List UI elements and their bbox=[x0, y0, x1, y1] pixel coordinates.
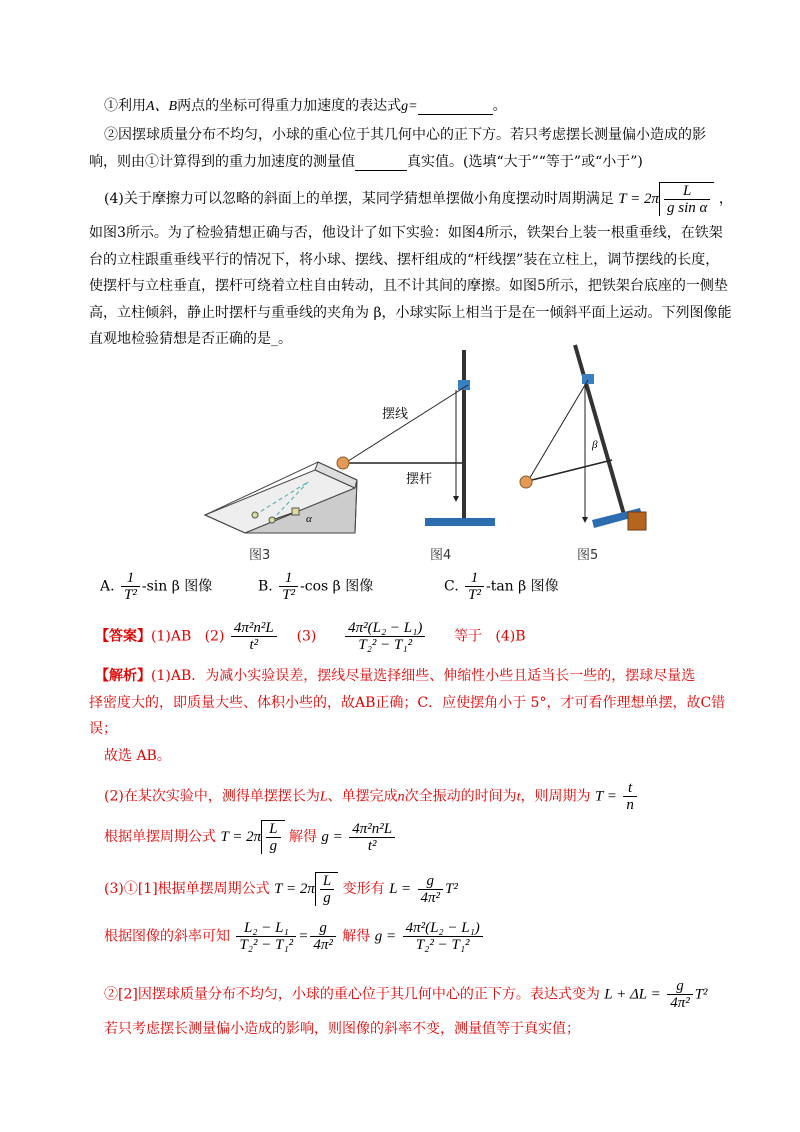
option-a-text: -sin β 图像 bbox=[141, 578, 213, 595]
analysis-l8-num1: L₂ − L₁ bbox=[236, 920, 296, 937]
analysis-l7-sqfrac bbox=[320, 873, 334, 906]
analysis-l7-t: T = 2π bbox=[274, 881, 315, 897]
analysis-l5-mid: 、单摆完成 bbox=[327, 788, 398, 805]
analysis-l8-den2: 4π² bbox=[313, 937, 333, 953]
analysis-l5-l: L bbox=[319, 789, 328, 805]
analysis-l6-sqnum: L bbox=[266, 821, 280, 838]
answer-part2-frac bbox=[231, 620, 277, 653]
analysis-l7-sqnum: L bbox=[320, 873, 334, 890]
figure5-stand bbox=[520, 345, 646, 530]
analysis-l9-expr: L + ΔL = bbox=[604, 986, 661, 1003]
q4-line4: 使摆杆与立柱垂直，摆杆可绕着立柱自由转动，且不计其间的摩擦。如图5所示，把铁架台底座的一侧垫 bbox=[89, 278, 728, 294]
analysis-l8-frac1 bbox=[236, 920, 296, 953]
option-b-letter: B. bbox=[258, 578, 273, 595]
analysis-l6-prefix: 根据单摆周期公式 bbox=[104, 829, 216, 845]
analysis-l8-frac3 bbox=[403, 920, 483, 953]
analysis-l2: 择密度大的，即质量大些、体积小些的，故AB正确；C．应使摆角小于 5°，才可看作理想单摆，故C错 bbox=[89, 695, 726, 711]
option-a-num: 1 bbox=[121, 570, 140, 587]
figure5-caption: 图5 bbox=[577, 548, 599, 563]
analysis-l5-frac bbox=[623, 780, 637, 813]
answer-part3-label: (3) bbox=[296, 628, 317, 645]
answer-line bbox=[95, 620, 526, 653]
answer-part3-den: T₂² − T₁² bbox=[358, 637, 413, 653]
analysis-l5-n: n bbox=[397, 789, 405, 805]
q4-formula-sqrt bbox=[659, 182, 714, 216]
q4-line6: 直观地检验猜想是否正确的是_。 bbox=[89, 331, 292, 347]
analysis-l8-den1: T₂² − T₁² bbox=[239, 937, 294, 953]
q3-line3-rest: 真实值。(选填“大于”“等于”或“小于”) bbox=[407, 154, 643, 170]
figure4-stand bbox=[337, 350, 495, 526]
analysis-l4: 故选 AB。 bbox=[104, 748, 171, 764]
analysis-l7-sqden: g bbox=[323, 890, 331, 906]
analysis-l10: 若只考虑摆长测量偏小造成的影响，则图像的斜率不变，测量值等于真实值； bbox=[104, 1021, 580, 1037]
option-c-text: -tan β 图像 bbox=[485, 578, 559, 595]
analysis-l6-sqfrac bbox=[266, 821, 280, 854]
option-a[interactable] bbox=[100, 570, 212, 603]
option-c-den: T² bbox=[468, 587, 481, 603]
answer-part2-label: (2) bbox=[204, 628, 225, 645]
rod-label: 摆杆 bbox=[406, 472, 433, 487]
q4-line3: 台的立柱跟重垂线平行的情况下，将小球、摆线、摆杆组成的“杆线摆”装在立柱上，调节摆线的长度， bbox=[89, 252, 720, 268]
q4-formula-frac bbox=[664, 183, 710, 216]
q4-formula-den: g sin α bbox=[667, 200, 708, 216]
option-a-letter: A. bbox=[100, 578, 115, 595]
option-b-num: 1 bbox=[279, 570, 298, 587]
analysis-l7-den: 4π² bbox=[420, 889, 441, 906]
answer-blank[interactable] bbox=[418, 98, 493, 115]
analysis-l5-mid2: 次全振动的时间为 bbox=[404, 788, 517, 805]
analysis-l9-end: T² bbox=[694, 986, 708, 1003]
q4-line5: 高，立柱倾斜，静止时摆杆与重垂线的夹角为 β，小球实际上相当于是在一倾斜平面上运动。下列图像能 bbox=[89, 305, 732, 321]
analysis-l1-text: (1)AB．为减小实验误差，摆线尽量选择细些、伸缩性小些且适当长一些的，摆球尽量选 bbox=[151, 668, 696, 684]
option-c-num: 1 bbox=[465, 570, 484, 587]
figure4-caption: 图4 bbox=[430, 548, 452, 563]
answer-part3-num: 4π²(L₂ − L₁) bbox=[345, 620, 425, 637]
analysis-l8-frac2 bbox=[310, 920, 336, 953]
analysis-l1 bbox=[95, 665, 695, 685]
analysis-l9-num: g bbox=[667, 978, 693, 995]
option-a-frac bbox=[121, 570, 140, 603]
analysis-l6-num: 4π²n²L bbox=[349, 821, 395, 838]
analysis-l6-den: t² bbox=[367, 837, 377, 854]
analysis-l9-den: 4π² bbox=[670, 995, 690, 1011]
figure3-caption: 图3 bbox=[249, 548, 271, 563]
q3-line1-end: 。 bbox=[492, 98, 507, 114]
q4-line1: (4)关于摩擦力可以忽略的斜面上的单摆，某同学猜想单摆做小角度摆动时周期满足 T = 2π $\frac{L}{\text{g sin α}}$ ， bbox=[104, 183, 733, 216]
answer-part3b: 等于 bbox=[454, 628, 483, 645]
option-c[interactable] bbox=[444, 570, 559, 603]
answer-tag: 【答案】 bbox=[95, 628, 151, 645]
beta-label: β bbox=[592, 439, 598, 451]
analysis-l5-rest: ，则周期为 bbox=[520, 788, 591, 805]
analysis-l5-t: t bbox=[516, 789, 521, 805]
analysis-l8-den3: T₂² − T₁² bbox=[415, 937, 470, 953]
q3-line1 bbox=[104, 95, 507, 115]
q3-line3-prefix: 响，则由①计算得到的重力加速度的测量值 bbox=[89, 154, 355, 170]
option-b-text: -cos β 图像 bbox=[300, 578, 374, 595]
answer-part1: (1)AB bbox=[151, 628, 192, 645]
analysis-l7 bbox=[104, 872, 458, 906]
analysis-l9-prefix: ②[2]因摆球质量分布不均匀，小球的重心位于其几何中心的正下方。表达式变为 bbox=[104, 986, 600, 1003]
answer-blank[interactable] bbox=[355, 154, 407, 171]
analysis-l3: 误； bbox=[89, 721, 117, 737]
analysis-l7-prefix: (3)①[1]根据单摆周期公式 bbox=[104, 881, 270, 897]
analysis-l8-prefix: 根据图像的斜率可知 bbox=[104, 928, 230, 945]
analysis-l8 bbox=[104, 920, 485, 953]
analysis-l8-g: g = bbox=[374, 928, 397, 945]
figure3-incline bbox=[205, 462, 357, 533]
analysis-l6-sqden: g bbox=[269, 838, 278, 854]
analysis-l5-num: t bbox=[623, 780, 637, 797]
analysis-l5-period: T = bbox=[594, 788, 617, 805]
answer-part2-den: t² bbox=[249, 637, 259, 653]
answer-part3-frac bbox=[345, 620, 425, 653]
analysis-l8-mid: 解得 bbox=[342, 928, 371, 945]
q3-line2: ②因摆球质量分布不均匀，小球的重心位于其几何中心的正下方。若只考虑摆长测量偏小造成的影 bbox=[104, 127, 706, 143]
option-b-frac bbox=[279, 570, 298, 603]
q4-line2: 如图3所示。为了检验猜想正确与否，他设计了如下实验：如图4所示，铁架台上装一根重垂线，在铁架 bbox=[89, 225, 723, 241]
q3-line1-rest: 两点的坐标可得重力加速度的表达式 bbox=[177, 98, 402, 114]
analysis-l8-num2: g bbox=[310, 920, 336, 937]
q4-line1-text: (4)关于摩擦力可以忽略的斜面上的单摆，某同学猜想单摆做小角度摆动时周期满足 bbox=[104, 191, 614, 207]
analysis-l7-sqrt bbox=[315, 872, 338, 906]
analysis-l6 bbox=[104, 820, 397, 854]
option-a-den: T² bbox=[124, 587, 137, 603]
analysis-l7-l: L = bbox=[389, 881, 412, 897]
analysis-l7-mid: 变形有 bbox=[342, 881, 385, 897]
alpha-label: α bbox=[306, 513, 312, 525]
analysis-l6-frac bbox=[349, 821, 395, 854]
analysis-l5-prefix: (2)在某次实验中，测得单摆摆长为 bbox=[104, 788, 320, 805]
analysis-l5 bbox=[104, 780, 639, 813]
figures-illustration bbox=[200, 340, 670, 540]
option-c-frac bbox=[465, 570, 484, 603]
analysis-l7-num: g bbox=[418, 873, 444, 890]
option-c-letter: C. bbox=[444, 578, 459, 595]
q3-line1-ab: A、B bbox=[146, 99, 178, 114]
analysis-l6-mid: 解得 bbox=[288, 829, 317, 845]
analysis-l7-end: T² bbox=[445, 881, 458, 897]
analysis-l9 bbox=[104, 978, 708, 1011]
line-label: 摆线 bbox=[382, 407, 409, 422]
q3-line1-g: g= bbox=[401, 99, 418, 114]
analysis-l8-num3: 4π²(L₂ − L₁) bbox=[403, 920, 483, 937]
q4-formula-num: L bbox=[664, 183, 710, 200]
analysis-l6-g: g = bbox=[321, 829, 343, 845]
option-b[interactable] bbox=[258, 570, 373, 603]
answer-part2-num: 4π²n²L bbox=[231, 620, 277, 637]
q3-line3 bbox=[89, 151, 643, 171]
analysis-l9-frac bbox=[667, 978, 693, 1011]
q3-line1-prefix: ①利用 bbox=[104, 98, 146, 114]
analysis-l5-den: n bbox=[626, 797, 634, 813]
analysis-l6-t: T = 2π bbox=[220, 829, 262, 845]
answer-part4: (4)B bbox=[495, 628, 526, 645]
analysis-l8-eq: = bbox=[298, 928, 309, 945]
analysis-tag: 【解析】 bbox=[95, 668, 151, 684]
option-b-den: T² bbox=[282, 587, 296, 603]
analysis-l6-sqrt bbox=[261, 820, 284, 854]
analysis-l7-frac bbox=[418, 873, 444, 906]
q4-formula-t: T = 2π bbox=[618, 191, 660, 207]
